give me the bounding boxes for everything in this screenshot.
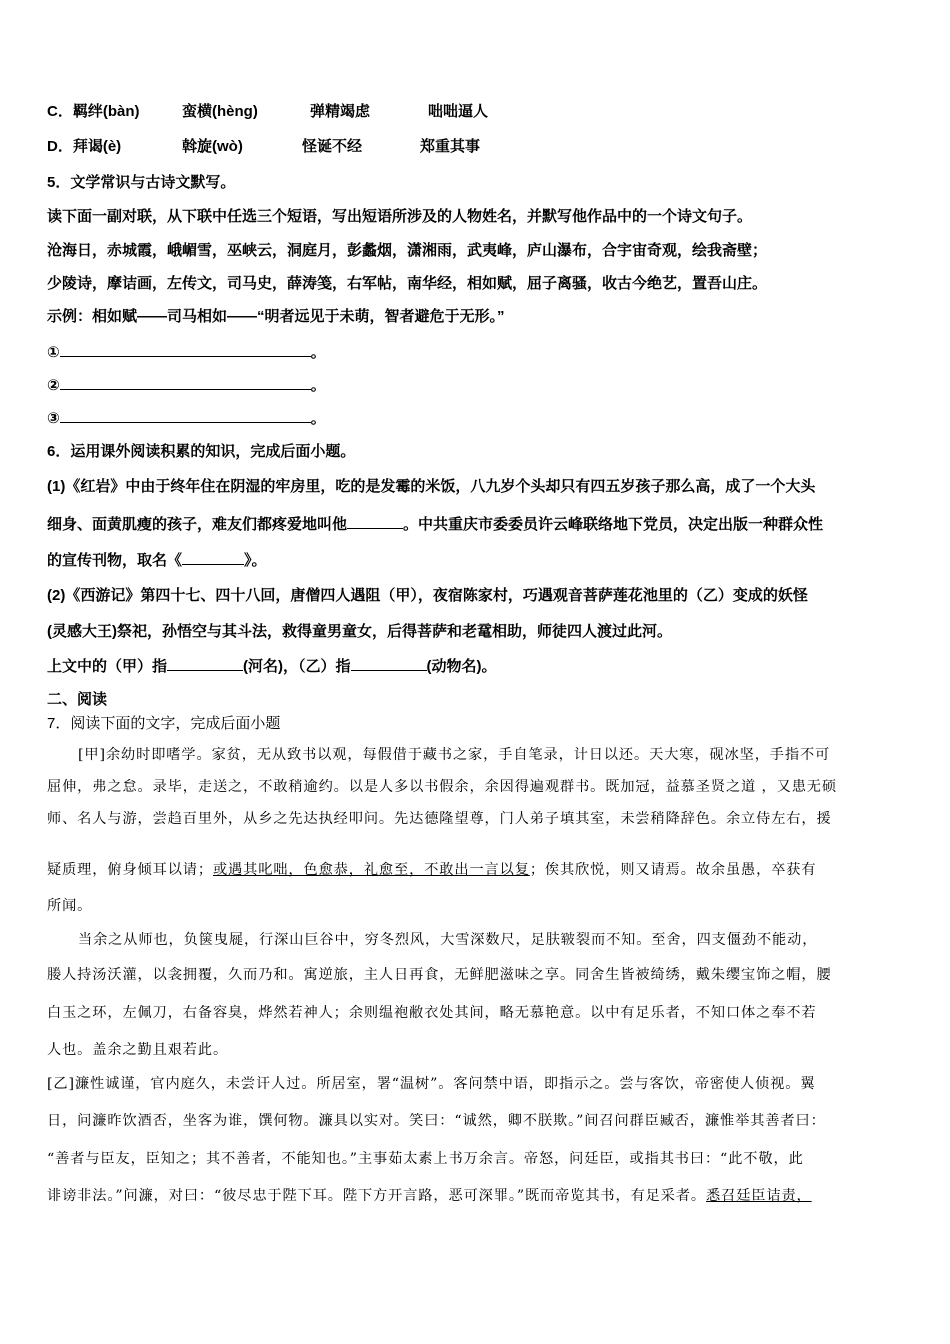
answer-period: 。 bbox=[310, 377, 326, 394]
question-6-part-1-line-1: (1)《红岩》中由于终年住在阴湿的牢房里，吃的是发霉的米饭，八九岁个头却只有四五岁孩子那么高，成了一个大头 bbox=[47, 478, 816, 495]
answer-line-1 bbox=[47, 340, 326, 365]
passage-yi-line-3: “善者与臣友，臣知之；其不善者，不能知也。”主事茹太素上书万余言。帝怒，问廷臣，或指其书曰：“此不敬，此 bbox=[47, 1151, 804, 1167]
text-segment: (河名)，（乙）指 bbox=[243, 658, 351, 675]
question-5-title: 5．文学常识与古诗文默写。 bbox=[47, 174, 236, 191]
text-segment: 上文中的（甲）指 bbox=[47, 658, 168, 675]
passage-jia2-line-3: 白玉之环，左佩刀，右备容臭，烨然若神人；余则缊袍敝衣处其间，略无慕艳意。以中有足乐者，不知口体之奉不若 bbox=[47, 1005, 817, 1021]
answer-blank-3[interactable] bbox=[60, 406, 311, 423]
question-5-example: 示例：相如赋——司马相如——“明者远见于未萌，智者避危于无形。” bbox=[47, 308, 505, 325]
answer-line-2 bbox=[47, 373, 326, 398]
passage-jia-line-5: 所闻。 bbox=[47, 898, 93, 914]
option-d bbox=[47, 135, 480, 159]
option-c-item-2: 蛮横(hèng) bbox=[182, 103, 258, 120]
answer-blank-1[interactable] bbox=[60, 340, 311, 357]
option-c-item-4: 咄咄逼人 bbox=[428, 103, 489, 120]
text-segment: ；俟其欣悦，则又请焉。故余虽愚，卒获有 bbox=[529, 862, 817, 878]
question-6-title: 6．运用课外阅读积累的知识，完成后面小题。 bbox=[47, 443, 356, 460]
answer-line-3 bbox=[47, 406, 326, 431]
answer-blank-2[interactable] bbox=[60, 373, 311, 390]
passage-jia2-line-2: 媵人持汤沃灌，以衾拥覆，久而乃和。寓逆旅，主人日再食，无鲜肥滋味之享。同舍生皆被绮绣，戴朱缨宝饰之帽，腰 bbox=[47, 967, 832, 983]
passage-jia-line-4 bbox=[47, 858, 816, 882]
option-c-item-3: 弹精竭虑 bbox=[310, 103, 371, 120]
publication-blank[interactable] bbox=[182, 548, 244, 565]
option-c bbox=[47, 100, 488, 124]
text-segment: 细身、面黄肌瘦的孩子，难友们都疼爱地叫他 bbox=[47, 516, 348, 533]
answer-period: 。 bbox=[310, 410, 326, 427]
text-segment: 。中共重庆市委委员许云峰联络地下党员，决定出版一种群众性 bbox=[403, 516, 824, 533]
question-6-part-2-line-1: (2)《西游记》第四十七、四十八回，唐僧四人遇阻（甲），夜宿陈家村，巧遇观音菩萨莲花池里的（乙）变成的妖怪 bbox=[47, 587, 808, 604]
answer-period: 。 bbox=[310, 344, 326, 361]
couplet-upper: 沧海日，赤城霞，峨嵋雪，巫峡云，洞庭月，彭蠡烟，潇湘雨，武夷峰，庐山瀑布，合宇宙奇观，绘我斋壁； bbox=[47, 242, 768, 259]
passage-jia-line-1: [甲]余幼时即嗜学。家贫，无从致书以观，每假借于藏书之家，手自笔录，计日以还。天大寒，砚冰坚，手指不可 bbox=[78, 747, 831, 763]
answer-number: ① bbox=[47, 344, 60, 361]
section-title: 二、阅读 bbox=[47, 691, 108, 708]
underlined-sentence: 或遇其叱咄，色愈恭，礼愈至，不敢出一言以复 bbox=[212, 862, 530, 878]
passage-jia2-line-4: 人也。盖余之勤且艰若此。 bbox=[47, 1042, 229, 1058]
question-7-title: 7．阅读下面的文字，完成后面小题 bbox=[47, 715, 281, 732]
passage-yi-line-1: [乙]濂性诚谨，官内庭久，未尝讦人过。所居室，署“温树”。客问禁中语，即指示之。尝与客饮，帝密使人侦视。翼 bbox=[47, 1076, 816, 1092]
text-segment: 》。 bbox=[244, 552, 267, 569]
text-segment: (动物名)。 bbox=[426, 658, 497, 675]
option-d-item-1: D．拜谒(è) bbox=[47, 138, 122, 155]
passage-yi-line-2: 日，问濂昨饮酒否，坐客为谁，馔何物。濂具以实对。笑曰：“诚然，卿不朕欺。”间召问群臣臧否，濂惟举其善者曰： bbox=[47, 1113, 826, 1129]
passage-jia-line-2: 屈伸，弗之怠。录毕，走送之，不敢稍逾约。以是人多以书假余，余因得遍观群书。既加冠，益慕圣贤之道 ，又患无硕 bbox=[47, 779, 837, 795]
passage-jia-line-3: 师、名人与游，尝趋百里外，从乡之先达执经叩问。先达德隆望尊，门人弟子填其室，未尝稍降辞色。余立侍左右，援 bbox=[47, 811, 832, 827]
text-segment: 诽谤非法。”问濂，对曰：“彼尽忠于陛下耳。陛下方开言路，恶可深罪。”既而帝览其书，有足采者。 bbox=[47, 1188, 707, 1204]
river-blank[interactable] bbox=[167, 654, 243, 671]
option-c-item-1: C．羁绊(bàn) bbox=[47, 103, 140, 120]
text-segment: 疑质理，俯身倾耳以请； bbox=[47, 862, 213, 878]
answer-number: ② bbox=[47, 377, 60, 394]
question-6-part-2-line-2: (灵感大王)祭祀，孙悟空与其斗法，救得童男童女，后得菩萨和老鼋相助，师徒四人渡过此河。 bbox=[47, 623, 672, 640]
option-d-item-3: 怪诞不经 bbox=[302, 138, 363, 155]
question-6-part-1-line-3 bbox=[47, 548, 267, 573]
text-segment: 的宣传刊物，取名《 bbox=[47, 552, 183, 569]
passage-yi-line-4 bbox=[47, 1184, 812, 1208]
passage-jia2-line-1: 当余之从师也，负箧曳屣，行深山巨谷中，穷冬烈风，大雪深数尺，足肤皲裂而不知。至舍，四支僵劲不能动， bbox=[78, 932, 818, 948]
nickname-blank[interactable] bbox=[347, 512, 403, 529]
answer-number: ③ bbox=[47, 410, 60, 427]
question-5-instruction: 读下面一副对联，从下联中任选三个短语，写出短语所涉及的人物姓名，并默写他作品中的一个诗文句子。 bbox=[47, 208, 753, 225]
option-d-item-4: 郑重其事 bbox=[420, 138, 481, 155]
couplet-lower: 少陵诗，摩诘画，左传文，司马史，薛涛笺，右军帖，南华经，相如赋，屈子离骚，收古今绝艺，置吾山庄。 bbox=[47, 275, 768, 292]
animal-blank[interactable] bbox=[351, 654, 427, 671]
question-6-part-1-line-2 bbox=[47, 512, 823, 537]
underlined-sentence: 悉召廷臣诘责， bbox=[706, 1188, 812, 1204]
option-d-item-2: 斡旋(wò) bbox=[182, 138, 243, 155]
question-6-part-2-line-3 bbox=[47, 654, 497, 679]
